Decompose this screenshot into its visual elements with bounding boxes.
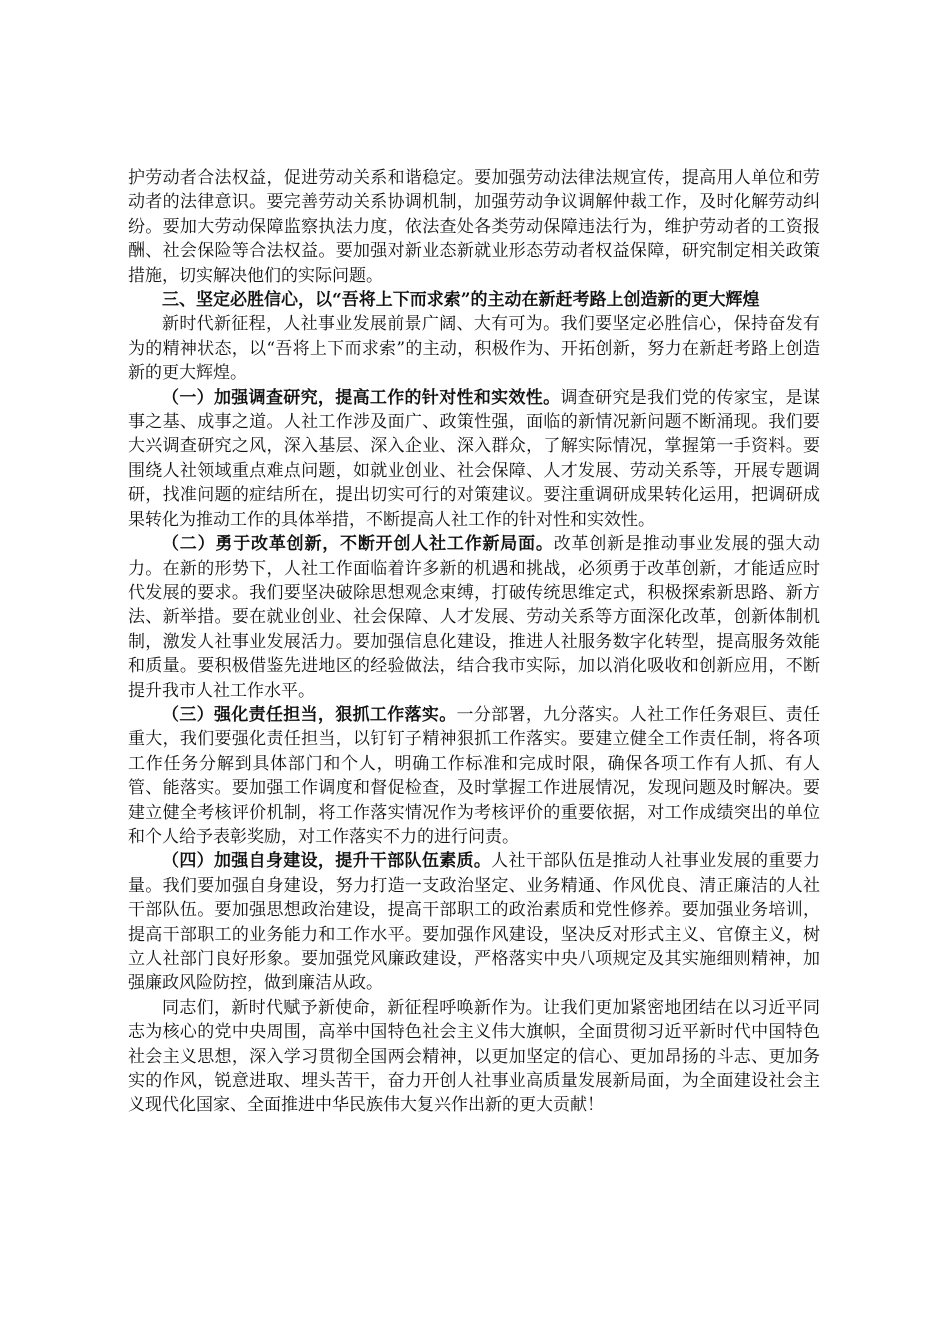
list-item-4-body: 人社干部队伍是推动人社事业发展的重要力量。我们要加强自身建设，努力打造一支政治坚定、业务精通、作风优良、清正廉洁的人社干部队伍。要加强思想政治建设，提高干部职工的政治素质和党性修养。要加强业务培训，提高干部职工的业务能力和工作水平。要加强作风建设，坚决反对形式主义、官僚主义，树立人社部门良好形象。要加强党风廉政建设，严格落实中央八项规定及其实施细则精神，加强廉政风险防控，做到廉洁从政。 [128, 851, 821, 994]
document-page [128, 166, 820, 1118]
list-item-4-title: （四）加强自身建设，提升干部队伍素质。 [162, 851, 492, 872]
list-item-1-body: 调查研究是我们党的传家宝，是谋事之基、成事之道。人社工作涉及面广、政策性强，面临的新情况新问题不断涌现。我们要大兴调查研究之风，深入基层、深入企业、深入群众，了解实际情况，掌握第一手资料。要围绕人社领域重点难点问题，如就业创业、社会保障、人才发展、劳动关系等，开展专题调研，找准问题的症结所在，提出切实可行的对策建议。要注重调研成果转化运用，把调研成果转化为推动工作的具体举措，不断提高人社工作的针对性和实效性。 [128, 387, 821, 530]
list-item-3-body: 一分部署，九分落实。人社工作任务艰巨、责任重大，我们要强化责任担当，以钉钉子精神狠抓工作落实。要建立健全工作责任制，将各项工作任务分解到具体部门和个人，明确工作标准和完成时限，确保各项工作有人抓、有人管、能落实。要加强工作调度和督促检查，及时掌握工作进展情况，发现问题及时解决。要建立健全考核评价机制，将工作落实情况作为考核评价的重要依据，对工作成绩突出的单位和个人给予表彰奖励，对工作落实不力的进行问责。 [128, 704, 821, 847]
list-item-3-title: （三）强化责任担当，狠抓工作落实。 [162, 704, 457, 725]
list-item-2-paragraph [128, 532, 820, 703]
section-intro-paragraph: 新时代新征程，人社事业发展前景广阔、大有可为。我们要坚定必胜信心，保持奋发有为的精神状态，以“吾将上下而求索”的主动，积极作为、开拓创新，努力在新赶考路上创造新的更大辉煌。 [128, 314, 820, 384]
section-heading: 三、坚定必胜信心，以“吾将上下而求索”的主动在新赶考路上创造新的更大辉煌 [162, 290, 760, 311]
list-item-2-body: 改革创新是推动事业发展的强大动力。在新的形势下，人社工作面临着许多新的机遇和挑战，必须勇于改革创新，才能适应时代发展的要求。我们要坚决破除思想观念束缚，打破传统思维定式，积极探索新思路、新方法、新举措。要在就业创业、社会保障、人才发展、劳动关系等方面深化改革，创新体制机制，激发人社事业发展活力。要加强信息化建设，推进人社服务数字化转型，提高服务效能和质量。要积极借鉴先进地区的经验做法，结合我市实际，加以消化吸收和创新应用，不断提升我市人社工作水平。 [128, 534, 821, 701]
list-item-4-paragraph [128, 849, 820, 995]
list-item-1-paragraph [128, 386, 820, 532]
list-item-3-paragraph [128, 703, 820, 849]
list-item-1-title: （一）加强调查研究，提高工作的针对性和实效性。 [162, 387, 561, 408]
list-item-2-title: （二）勇于改革创新，不断开创人社工作新局面。 [162, 534, 554, 555]
paragraph-continuation: 护劳动者合法权益，促进劳动关系和谐稳定。要加强劳动法律法规宣传，提高用人单位和劳动者的法律意识。要完善劳动关系协调机制，加强劳动争议调解仲裁工作，及时化解劳动纠纷。要加大劳动保障监察执法力度，依法查处各类劳动保障违法行为，维护劳动者的工资报酬、社会保险等合法权益。要加强对新业态新就业形态劳动者权益保障，研究制定相关政策措施，切实解决他们的实际问题。 [128, 168, 820, 286]
closing-paragraph: 同志们，新时代赋予新使命，新征程呼唤新作为。让我们更加紧密地团结在以习近平同志为核心的党中央周围，高举中国特色社会主义伟大旗帜，全面贯彻习近平新时代中国特色社会主义思想，深入学习贯彻全国两会精神，以更加坚定的信心、更加昂扬的斗志、更加务实的作风，锐意进取、埋头苦干，奋力开创人社事业高质量发展新局面，为全面建设社会主义现代化国家、全面推进中华民族伟大复兴作出新的更大贡献！ [128, 997, 820, 1116]
